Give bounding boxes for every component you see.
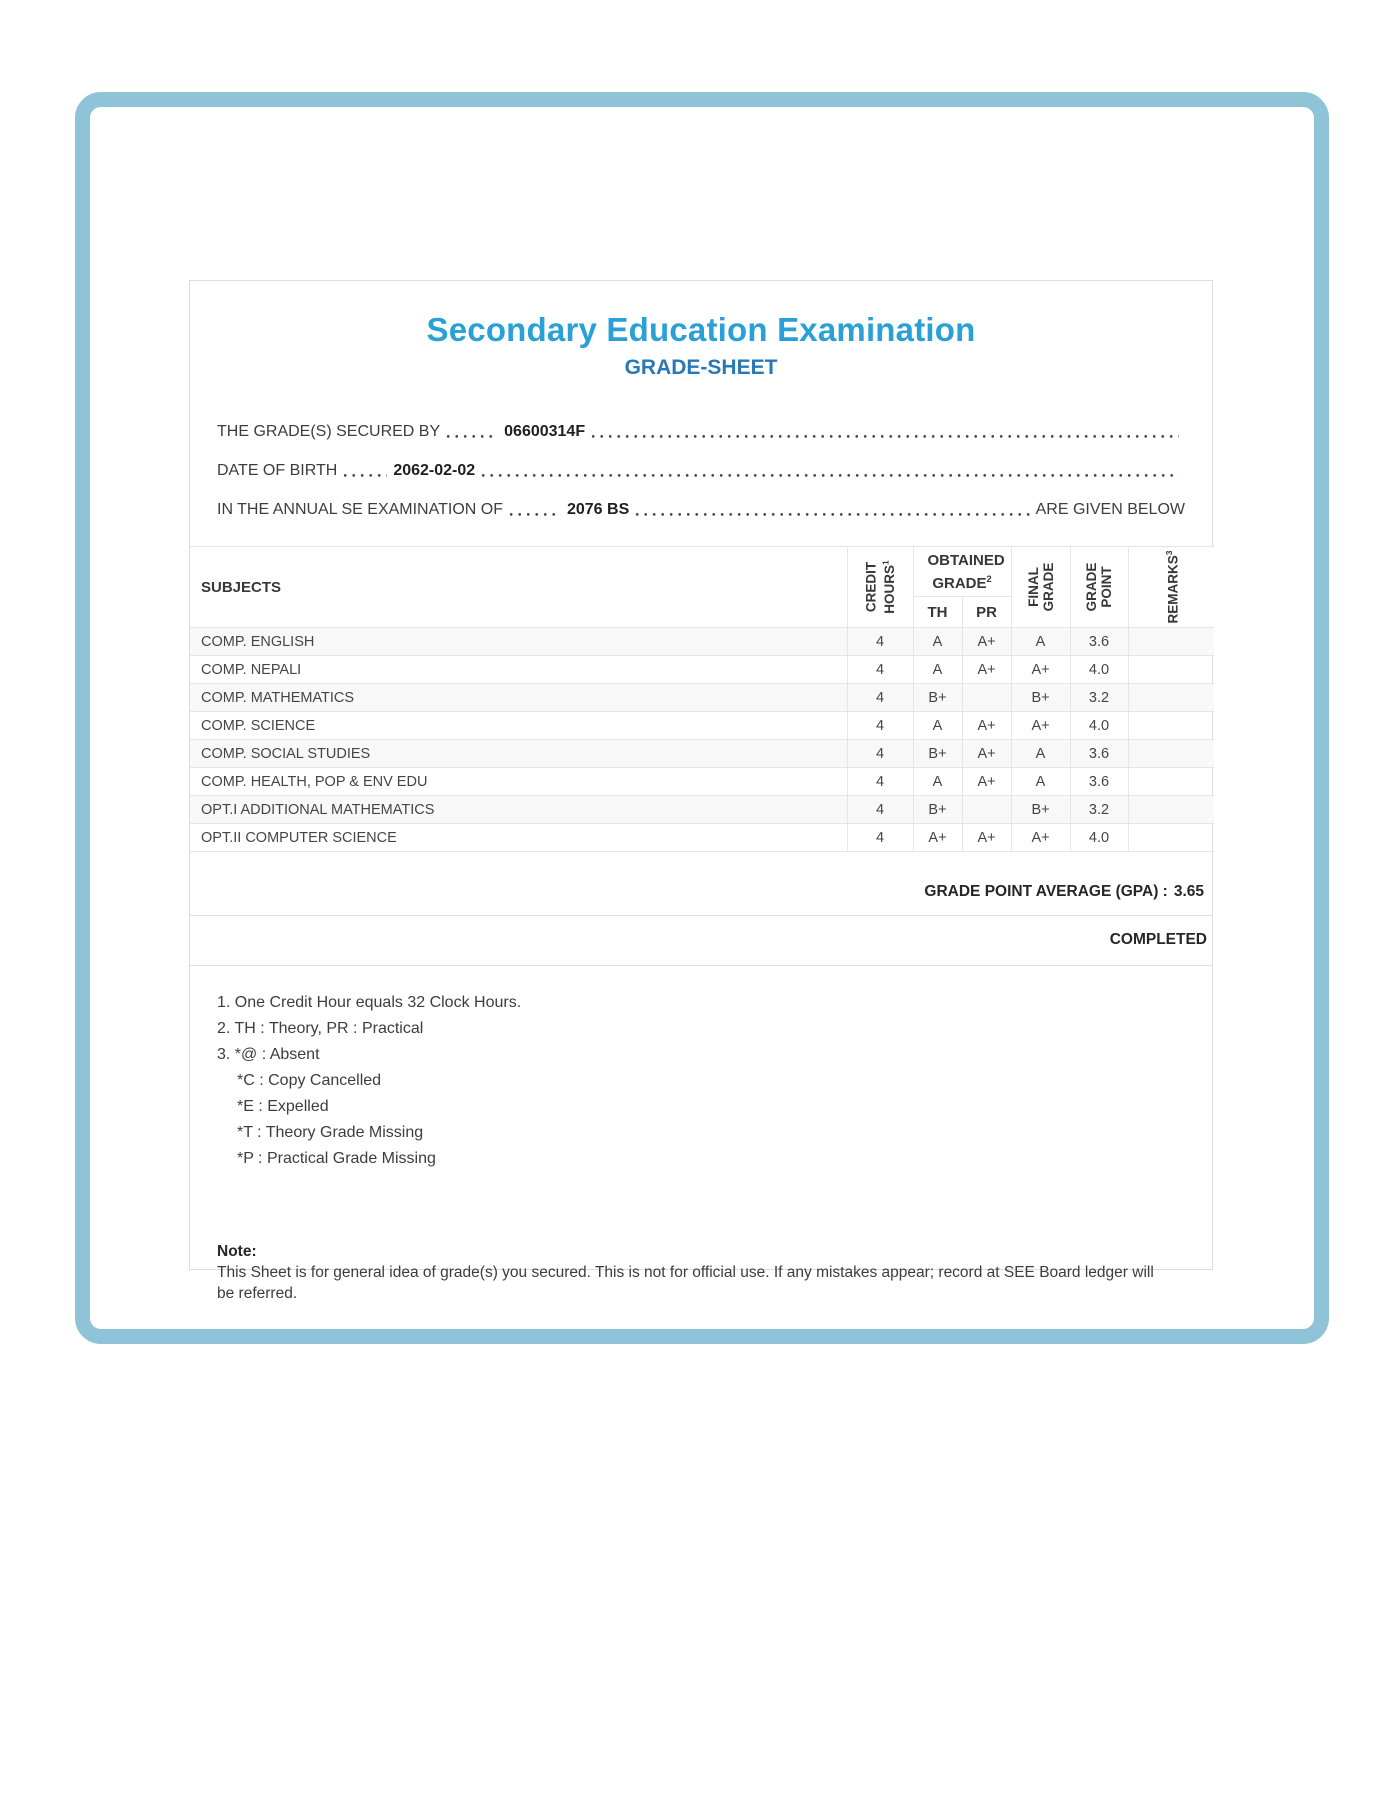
col-header-credit-hours — [847, 547, 913, 628]
remarks-rotated-label: REMARKS$^3$ — [1164, 550, 1181, 624]
footnote-line: *C : Copy Cancelled — [237, 1072, 382, 1089]
th-grade-cell: A — [913, 628, 962, 656]
col-header-grade-point — [1070, 547, 1128, 628]
col-header-subjects: SUBJECTS — [190, 547, 847, 628]
col-header-obtained-grade: OBTAINED GRADE$^2$ — [913, 547, 1011, 597]
pr-grade-cell: A+ — [962, 768, 1011, 796]
table-row — [190, 684, 1214, 712]
credit-hours-cell: 4 — [847, 740, 913, 768]
grade-point-cell: 3.6 — [1070, 768, 1128, 796]
remarks-cell — [1128, 796, 1214, 824]
gpa-value: 3.65 — [1173, 883, 1204, 900]
remarks-cell — [1128, 656, 1214, 684]
grade-point-cell: 3.6 — [1070, 740, 1128, 768]
examination-year-value: 2076 BS — [566, 501, 630, 518]
credit-hours-cell: 4 — [847, 712, 913, 740]
subject-cell: OPT.II COMPUTER SCIENCE — [190, 824, 847, 852]
subject-cell: COMP. SCIENCE — [190, 712, 847, 740]
note-section — [190, 1241, 1212, 1304]
pr-grade-cell: A+ — [962, 628, 1011, 656]
pr-grade-cell — [962, 796, 1011, 824]
gpa-summary-row — [190, 852, 1212, 916]
footnote-line: 2. TH : Theory, PR : Practical — [217, 1020, 424, 1037]
credit-hours-cell: 4 — [847, 628, 913, 656]
col-header-remarks — [1128, 547, 1214, 628]
remarks-cell — [1128, 740, 1214, 768]
remarks-cell — [1128, 712, 1214, 740]
pr-grade-cell: A+ — [962, 824, 1011, 852]
footnote-line: 3. *@ : Absent — [217, 1046, 320, 1063]
dotted-leader — [343, 473, 387, 478]
final-grade-cell: A — [1011, 628, 1070, 656]
gpa-label: GRADE POINT AVERAGE (GPA) : — [924, 883, 1168, 900]
th-grade-cell: B+ — [913, 740, 962, 768]
credit-hours-cell: 4 — [847, 768, 913, 796]
grade-point-cell: 3.2 — [1070, 796, 1128, 824]
grade-point-cell: 4.0 — [1070, 656, 1128, 684]
final-grade-cell: A+ — [1011, 712, 1070, 740]
secured-by-label: THE GRADE(S) SECURED BY — [217, 423, 441, 440]
th-grade-cell: A+ — [913, 824, 962, 852]
grade-sheet-document — [189, 280, 1213, 1302]
date-of-birth-value: 2062-02-02 — [393, 462, 476, 479]
footnote-line: *E : Expelled — [237, 1098, 329, 1115]
table-row — [190, 628, 1214, 656]
examination-label: IN THE ANNUAL SE EXAMINATION OF — [217, 501, 503, 518]
credit-hours-cell: 4 — [847, 684, 913, 712]
pr-grade-cell: A+ — [962, 712, 1011, 740]
page-title: Secondary Education Examination — [426, 311, 976, 348]
info-line-secured-by — [217, 420, 1185, 442]
page-subtitle: GRADE-SHEET — [624, 356, 778, 379]
remarks-cell — [1128, 824, 1214, 852]
subject-cell: COMP. NEPALI — [190, 656, 847, 684]
table-row — [190, 824, 1214, 852]
final-grade-cell: A — [1011, 768, 1070, 796]
table-row — [190, 796, 1214, 824]
pr-grade-cell: A+ — [962, 740, 1011, 768]
final-grade-cell: B+ — [1011, 684, 1070, 712]
info-line-examination-year — [217, 498, 1185, 520]
dotted-leader — [635, 512, 1029, 517]
grade-point-cell: 4.0 — [1070, 712, 1128, 740]
final-grade-cell: A+ — [1011, 656, 1070, 684]
th-grade-cell: A — [913, 712, 962, 740]
remarks-cell — [1128, 684, 1214, 712]
final-grade-cell: A+ — [1011, 824, 1070, 852]
credit-hours-cell: 4 — [847, 796, 913, 824]
final-grade-rotated-label: FINAL GRADE — [1025, 562, 1056, 612]
date-of-birth-label: DATE OF BIRTH — [217, 462, 338, 479]
pr-grade-cell — [962, 684, 1011, 712]
footnotes-section — [190, 966, 1212, 1169]
grade-point-cell: 4.0 — [1070, 824, 1128, 852]
col-header-th: TH — [913, 597, 962, 628]
symbol-number-value: 06600314F — [504, 423, 586, 440]
grade-point-cell: 3.6 — [1070, 628, 1128, 656]
dotted-leader — [591, 434, 1179, 439]
grades-table — [190, 546, 1214, 852]
info-section — [190, 420, 1212, 520]
are-given-below-label: ARE GIVEN BELOW — [1035, 501, 1185, 518]
table-row — [190, 740, 1214, 768]
subject-cell: OPT.I ADDITIONAL MATHEMATICS — [190, 796, 847, 824]
subject-cell: COMP. HEALTH, POP & ENV EDU — [190, 768, 847, 796]
dotted-leader — [481, 473, 1179, 478]
final-grade-cell: B+ — [1011, 796, 1070, 824]
grade-point-rotated-label: GRADE POINT — [1084, 562, 1115, 612]
footnote-line: *T : Theory Grade Missing — [237, 1124, 424, 1141]
table-row — [190, 768, 1214, 796]
dotted-leader — [446, 434, 498, 439]
col-header-pr: PR — [962, 597, 1011, 628]
credit-hours-rotated-label: CREDIT HOURS$^1$ — [863, 560, 897, 614]
subject-cell: COMP. ENGLISH — [190, 628, 847, 656]
info-line-date-of-birth — [217, 459, 1185, 481]
footnote-line: 1. One Credit Hour equals 32 Clock Hours. — [217, 994, 522, 1011]
pr-grade-cell: A+ — [962, 656, 1011, 684]
note-label: Note: — [217, 1243, 257, 1260]
final-grade-cell: A — [1011, 740, 1070, 768]
subject-cell: COMP. SOCIAL STUDIES — [190, 740, 847, 768]
footnote-line: *P : Practical Grade Missing — [237, 1150, 436, 1167]
th-grade-cell: A — [913, 656, 962, 684]
credit-hours-cell: 4 — [847, 656, 913, 684]
table-row — [190, 656, 1214, 684]
th-grade-cell: B+ — [913, 796, 962, 824]
remarks-cell — [1128, 628, 1214, 656]
table-row — [190, 712, 1214, 740]
th-grade-cell: B+ — [913, 684, 962, 712]
credit-hours-cell: 4 — [847, 824, 913, 852]
status-badge: COMPLETED — [1109, 931, 1207, 948]
grade-point-cell: 3.2 — [1070, 684, 1128, 712]
subject-cell: COMP. MATHEMATICS — [190, 684, 847, 712]
col-header-final-grade — [1011, 547, 1070, 628]
completion-status-row — [190, 916, 1212, 965]
remarks-cell — [1128, 768, 1214, 796]
dotted-leader — [509, 512, 561, 517]
th-grade-cell: A — [913, 768, 962, 796]
note-text: This Sheet is for general idea of grade(s) you secured. This is not for official use. If any mistakes appear; record at SEE Board ledger will be referred. — [217, 1264, 1154, 1302]
